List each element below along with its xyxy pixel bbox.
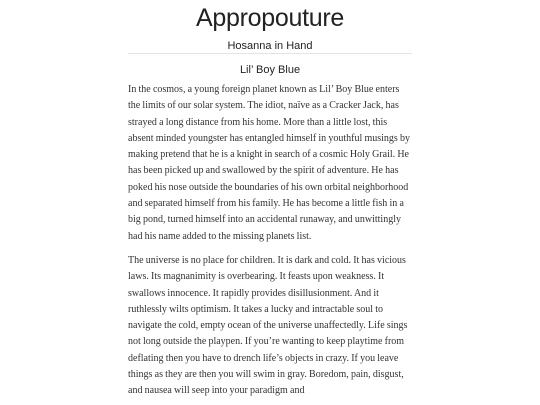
post-title[interactable]: Lil’ Boy Blue	[239, 64, 301, 76]
site-title[interactable]: Appropouture	[196, 4, 344, 32]
post-paragraph-2: The universe is no place for children. It is dark and cold. It has vicious laws. Its magnanimity is overbearing. It feasts upon weakness. It swallows innocence. It rapidly provides disillusionment. And it ruthlessly wilts optimism. It takes a lucky and intractable soul to navigate the cold, empty ocean of the universe unaffectedly. Life sings not long outside the playpen. If you’re wanting to keep playtime from deflating then you have to drench life’s objects in crazy. If you leave things as they are then you will swim in gray. Boredom, pain, disgust, and nausea will seep into your paradigm and	[128, 254, 408, 397]
site-tagline: Hosanna in Hand	[227, 40, 313, 52]
post-body	[128, 82, 412, 405]
header-divider	[128, 53, 412, 54]
post-paragraph-1: In the cosmos, a young foreign planet known as Lil’ Boy Blue enters the limits of our solar system. The idiot, naïve as a Cracker Jack, has strayed a long distance from his home. More than a little lost, this absent minded youngster has entangled himself in youthful musings by making pretend that he is a knight in search of a cosmic Holy Grail. He has been picked up and swallowed by the spirit of adventure. He has poked his nose outside the boundaries of his own orbital neighborhood and separated himself from his family. He has become a little fish in a big pond, turned himself into an accidental runaway, and unwittingly had his name added to the missing planets list.	[128, 84, 410, 242]
